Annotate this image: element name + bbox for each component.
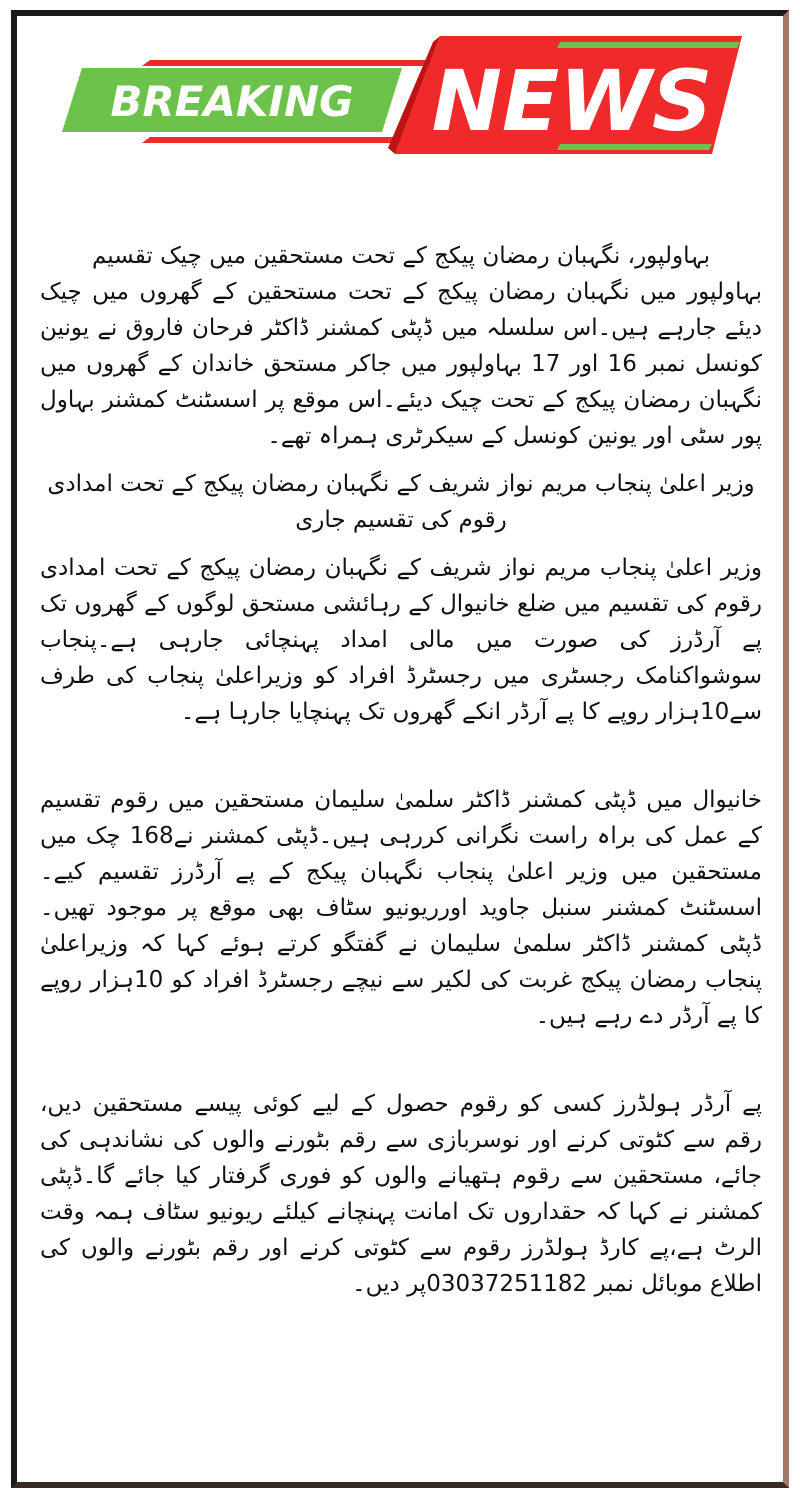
paragraph-3: خانیوال میں ڈپٹی کمشنر ڈاکٹر سلمیٰ سلیمان مستحقین میں رقوم تقسیم کے عمل کی براہ راست نگرانی کررہی ہیں۔ڈپٹی کمشنر نے168 چک میں مستحقین میں وزیر اعلیٰ پنجاب نگہبان پیکج کے پے آرڈرز تقسیم کیے۔اسسٹنٹ کمشنر سنبل جاوید اورریونیو سٹاف بھی موقع پر موجود تھیں۔ڈپٹی کمشنر ڈاکٹر سلمیٰ سلیمان نے گفتگو کرتے ہوئے کہا کہ وزیراعلیٰ پنجاب رمضان پیکج غربت کی لکیر سے نیچے رجسٹرڈ افراد کو 10ہزار روپے کا پے آرڈر دے رہے ہیں۔ [40,787,762,1029]
paragraph-2: وزیر اعلیٰ پنجاب مریم نواز شریف کے نگہبان رمضان پیکج کے تحت امدادی رقوم کی تقسیم میں ضلع خانیوال کے رہائشی مستحق لوگوں کے گھروں تک پے آرڈرز کی صورت میں مالی امداد پہنچائی جارہی ہے۔پنجاب سوشواکنامک رجسٹری میں رجسٹرڈ افراد کو وزیراعلیٰ پنجاب کی طرف سے10ہزار روپے کا پے آرڈر انکے گھروں تک پہنچایا جارہا ہے۔ [40,555,762,725]
breaking-text: BREAKING [110,77,354,126]
red-stripe-bottom [142,137,420,143]
breaking-news-banner [0,20,800,170]
article-body [40,238,762,1302]
paragraph-4: پے آرڈر ہولڈرز کسی کو رقوم حصول کے لیے کوئی پیسے مستحقین دیں، رقم سے کٹوتی کرنے اور نوسربازی سے رقم بٹورنے والوں کی نشاندہی کی جائے، مستحقین سے رقوم ہتھیانے والوں کو فوری گرفتار کیا جائے گا۔ڈپٹی کمشنر نے کہا کہ حقداروں تک امانت پہنچانے کیلئے ریونیو سٹاف ہمہ وقت الرٹ ہے،پے کارڈ ہولڈرز رقوم سے کٹوتی کرنے اور رقم بٹورنے والوں کی اطلاع موبائل نمبر 03037251182پر دیں۔ [40,1091,762,1297]
green-stripe-top [557,42,740,48]
article-subhead: وزیر اعلیٰ پنجاب مریم نواز شریف کے نگہبان رمضان پیکج کے تحت امدادی رقوم کی تقسیم جاری [47,471,755,533]
paragraph-1: بہاولپور میں نگہبان رمضان پیکج کے تحت مستحقین کے گھروں میں چیک دیئے جارہے ہیں۔اس سلسلہ میں ڈپٹی کمشنر ڈاکٹر فرحان فاروق نے یونین کونسل نمبر 16 اور 17 بہاولپور میں جاکر مستحق خاندان کے گھروں میں نگہبان رمضان پیکج کے تحت چیک دیئے۔اس موقع پر اسسٹنٹ کمشنر بہاول پور سٹی اور یونین کونسل کے سیکرٹری ہمراہ تھے۔ [40,279,762,449]
article-headline: بہاولپور، نگہبان رمضان پیکج کے تحت مستحقین میں چیک تقسیم [91,243,710,269]
news-text: NEWS [431,52,713,150]
